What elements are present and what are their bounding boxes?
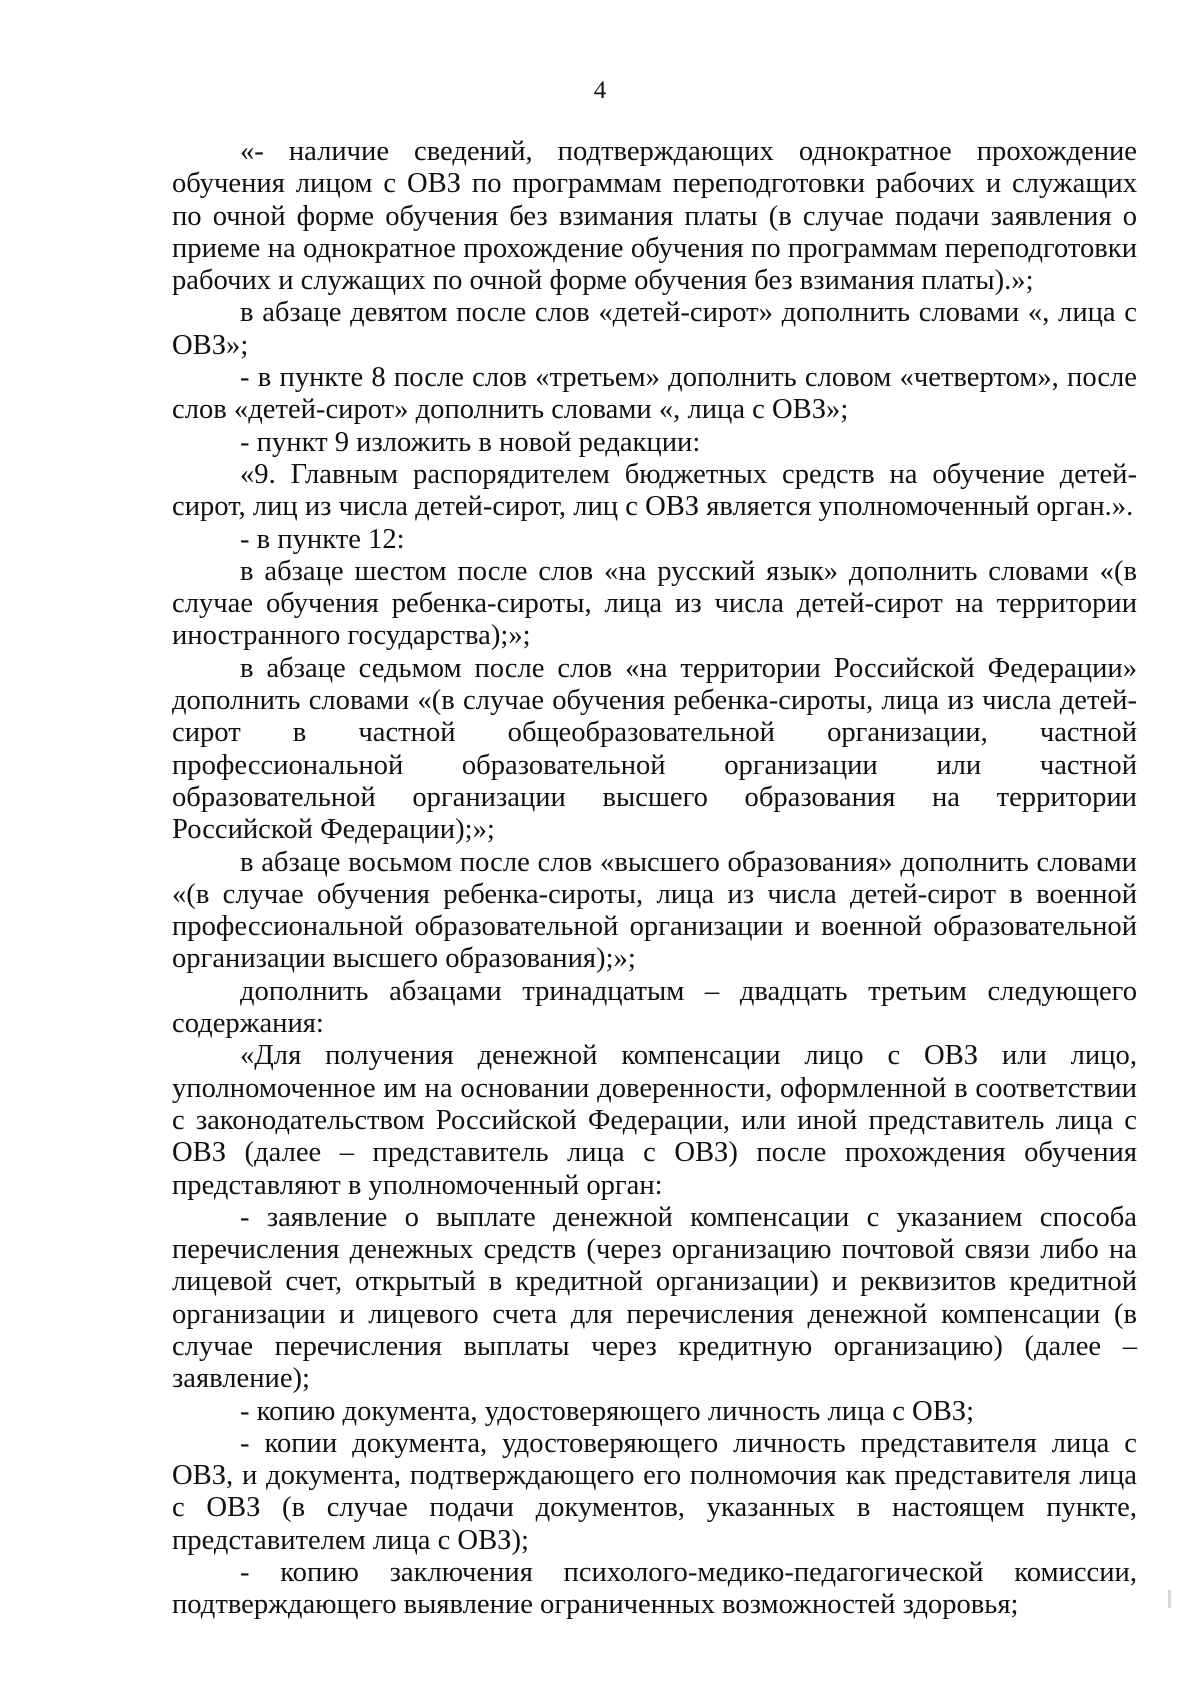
paragraph-10: дополнить абзацами тринадцатым – двадцать третьим следующего содержания: bbox=[172, 975, 1137, 1040]
paragraph-4: - пункт 9 изложить в новой редакции: bbox=[240, 426, 701, 458]
paragraph-6: - в пункте 12: bbox=[240, 523, 405, 555]
paragraph-8: в абзаце седьмом после слов «на территории Российской Федерации» дополнить словами «(в случае обучения ребенка-сироты, лица из числа детей-сирот в частной общеобразовательной организации, частной профессиональной образовательной организации или частной образовательной организации высшего образования на территории Российской Федерации);»; bbox=[172, 652, 1137, 846]
paragraph-1: «- наличие сведений, подтверждающих однократное прохождение обучения лицом с ОВЗ по программам переподготовки рабочих и служащих по очной форме обучения без взимания платы (в случае подачи заявления о приеме на однократное прохождение обучения по программам переподготовки рабочих и служащих по очной форме обучения без взимания платы).»; bbox=[172, 136, 1137, 297]
document-body bbox=[172, 136, 1137, 1622]
paragraph-9: в абзаце восьмом после слов «высшего образования» дополнить словами «(в случае обучения ребенка-сироты, лица из числа детей-сирот в военной профессиональной образовательной организации и военной образовательной организации высшего образования);»; bbox=[172, 846, 1137, 975]
page-number: 4 bbox=[593, 77, 607, 104]
paragraph-15: - копию заключения психолого-медико-педагогической комиссии, подтверждающего выявление ограниченных возможностей здоровья; bbox=[172, 1557, 1137, 1621]
paragraph-12: - заявление о выплате денежной компенсации с указанием способа перечисления денежных средств (через организацию почтовой связи либо на лицевой счет, открытый в кредитной организации) и реквизитов кредитной организации и лицевого счета для перечисления денежной компенсации (в случае перечисления выплаты через кредитную организацию) (далее – заявление); bbox=[172, 1201, 1137, 1395]
paragraph-7: в абзаце шестом после слов «на русский язык» дополнить словами «(в случае обучения ребенка-сироты, лица из числа детей-сирот на территории иностранного государства);»; bbox=[172, 555, 1137, 652]
paragraph-3: - в пункте 8 после слов «третьем» дополнить словом «четвертом», после слов «детей-сирот» дополнить словами «, лица с ОВЗ»; bbox=[172, 362, 1137, 426]
paragraph-11: «Для получения денежной компенсации лицо с ОВЗ или лицо, уполномоченное им на основании доверенности, оформленной в соответствии с законодательством Российской Федерации, или иной представитель лица с ОВЗ (далее – представитель лица с ОВЗ) после прохождения обучения представляют в уполномоченный орган: bbox=[172, 1040, 1137, 1201]
scan-mark bbox=[1168, 1590, 1171, 1608]
paragraph-2: в абзаце девятом после слов «детей-сирот» дополнить словами «, лица с ОВЗ»; bbox=[172, 297, 1137, 361]
paragraph-14: - копии документа, удостоверяющего личность представителя лица с ОВЗ, и документа, подтверждающего его полномочия как представителя лица с ОВЗ (в случае подачи документов, указанных в настоящем пункте, представителем лица с ОВЗ); bbox=[172, 1427, 1137, 1556]
paragraph-13: - копию документа, удостоверяющего личность лица с ОВЗ; bbox=[240, 1395, 975, 1427]
paragraph-5: «9. Главным распорядителем бюджетных средств на обучение детей-сирот, лиц из числа детей-сирот, лиц с ОВЗ является уполномоченный орган.». bbox=[172, 458, 1137, 523]
